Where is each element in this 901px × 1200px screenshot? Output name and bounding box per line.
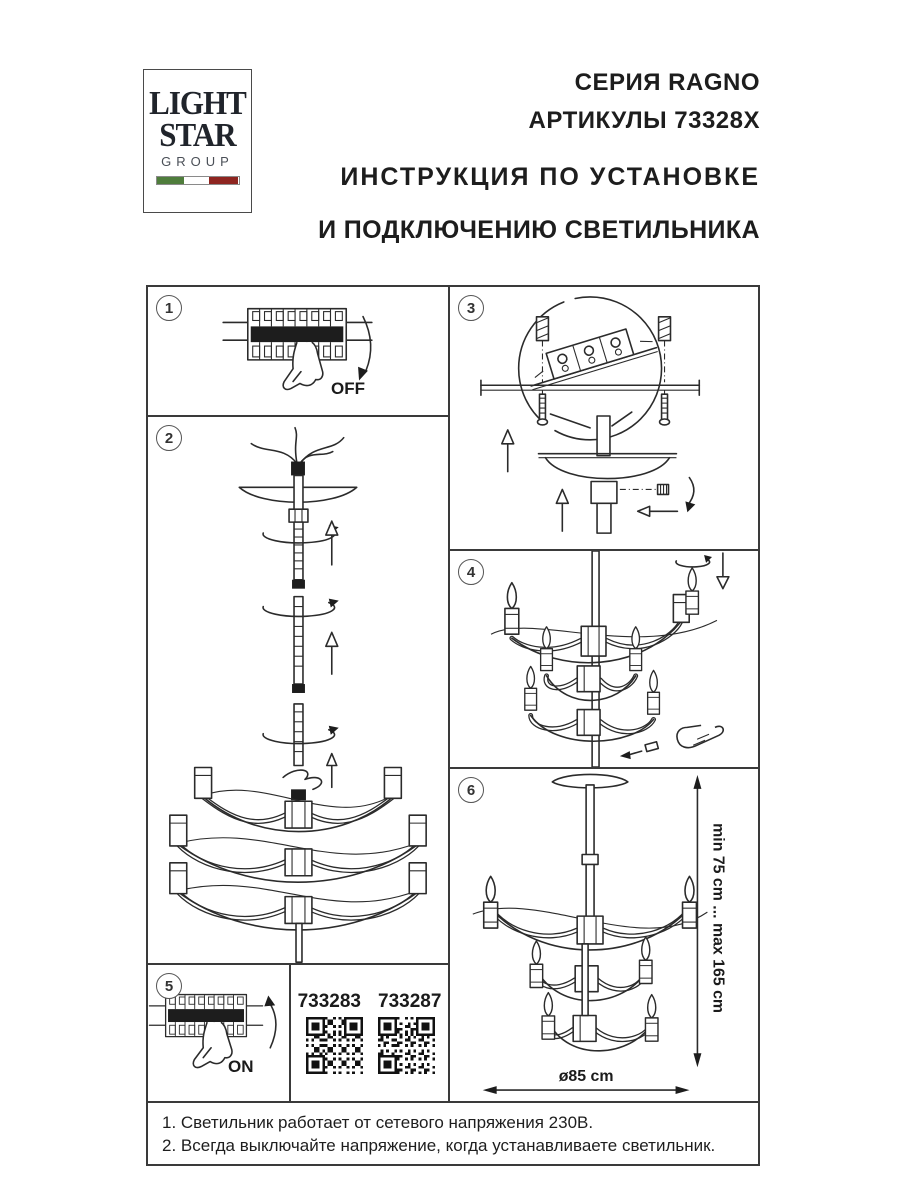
flag-white: [184, 177, 209, 184]
bulb-install-drawing: [450, 551, 758, 767]
italian-flag-bar: [156, 176, 240, 185]
steps-grid: [146, 285, 760, 1166]
flag-red: [209, 177, 239, 184]
article-codes: [291, 991, 448, 1013]
article-codes-panel: [291, 965, 450, 1103]
article-code-left: 733283: [297, 991, 361, 1012]
step-4-panel: [450, 551, 758, 769]
flag-green: [157, 177, 185, 184]
final-chandelier-drawing: [450, 769, 758, 1101]
step-6-number: 6: [458, 777, 484, 803]
header: [318, 64, 760, 246]
logo-word-star: STAR: [159, 115, 236, 154]
rod-assembly-drawing: [148, 417, 448, 963]
articles-title: АРТИКУЛЫ 73328X: [528, 107, 760, 134]
step-1-number: 1: [156, 295, 182, 321]
lightstar-logo: [143, 69, 252, 213]
off-label: OFF: [331, 379, 365, 398]
step-3-panel: [450, 287, 758, 551]
breaker-off-drawing: [148, 287, 448, 415]
step-2-number: 2: [156, 425, 182, 451]
ceiling-mount-drawing: [450, 287, 758, 549]
step-5-panel: [148, 965, 291, 1103]
step-1-panel: [148, 287, 450, 417]
note-2: 2. Всегда выключайте напряжение, когда устанавливаете светильник.: [162, 1136, 716, 1155]
step-6-panel: [450, 769, 758, 1103]
logo-word-light: LIGHT: [149, 83, 246, 122]
step-3-number: 3: [458, 295, 484, 321]
on-label: ON: [228, 1057, 254, 1076]
series-title: СЕРИЯ RAGNO: [574, 69, 760, 96]
step-2-panel: [148, 417, 450, 965]
article-code-right: 733287: [378, 991, 442, 1012]
qr-code-right: [378, 1017, 435, 1074]
qr-code-left: [306, 1017, 363, 1074]
step-5-number: 5: [156, 973, 182, 999]
instruction-title-line2: И ПОДКЛЮЧЕНИЮ СВЕТИЛЬНИКА: [318, 216, 760, 244]
step-4-number: 4: [458, 559, 484, 585]
logo-word-group: GROUP: [161, 154, 234, 169]
instruction-title-line1: ИНСТРУКЦИЯ ПО УСТАНОВКЕ: [340, 163, 760, 191]
height-dimension-label: min 75 cm ... max 165 cm: [709, 823, 727, 1014]
diameter-dimension-label: ø85 cm: [558, 1068, 614, 1086]
note-1: 1. Светильник работает от сетевого напряжения 230В.: [162, 1113, 594, 1132]
safety-notes: [148, 1103, 758, 1164]
